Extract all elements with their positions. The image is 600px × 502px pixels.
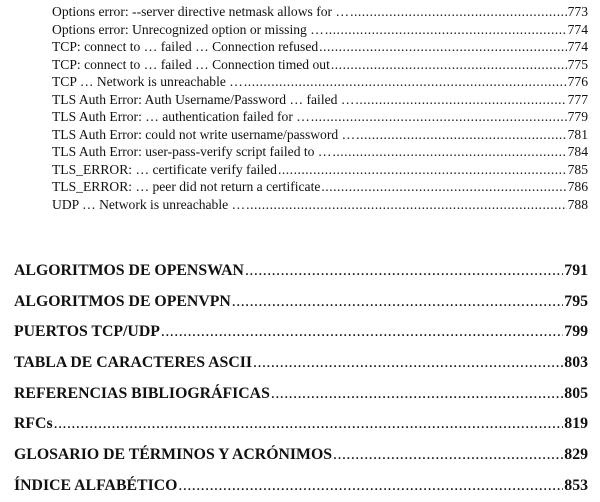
toc-sub-entry[interactable] [52,91,588,109]
dot-leader [321,178,566,196]
dot-leader [232,287,564,318]
dot-leader [245,256,563,287]
toc-chapter-page: 791 [564,262,588,279]
toc-chapter-page: 829 [564,446,588,464]
toc-entry-title: TLS Auth Error: could not write username/password … [52,126,356,142]
dot-leader [253,348,563,379]
toc-entry-page: 788 [567,196,588,212]
toc-chapter-entry[interactable] [14,471,588,502]
toc-chapter-page: 799 [564,323,588,341]
toc-chapter-title: GLOSARIO DE TÉRMINOS Y ACRÓNIMOS [14,446,333,464]
toc-sub-entry[interactable] [52,143,588,161]
toc-chapter-title: RFCs [14,415,53,433]
toc-entry-title: TLS Auth Error: Auth Username/Password … failed … [52,91,355,107]
toc-entry-page: 777 [567,91,588,107]
toc-sub-entry[interactable] [52,196,588,214]
dot-leader [161,317,563,348]
toc-entry-page: 776 [567,74,588,89]
toc-entry-title: TLS_ERROR: … certificate verify failed [52,161,277,177]
toc-sub-entry[interactable] [52,56,588,74]
toc-entry-title: TCP: connect to … failed … Connection timed out [52,56,330,72]
toc-chapter-entry[interactable] [14,287,588,318]
toc-chapter-title: PUERTOS TCP/UDP [14,323,160,341]
toc-sub-entries [52,3,588,213]
dot-leader [311,108,567,126]
toc-sub-entry[interactable] [52,21,588,39]
toc-entry-title: UDP … Network is unreachable … [52,196,246,212]
toc-entry-page: 784 [567,144,588,159]
toc-chapter-entry[interactable] [14,348,588,379]
toc-entry-title: TLS Auth Error: … authentication failed for … [52,109,310,124]
toc-entry-page: 774 [567,39,588,54]
dot-leader [178,471,563,502]
toc-chapter-title: TABLA DE CARACTERES ASCII [14,354,253,372]
toc-chapter-page: 819 [564,415,588,433]
toc-chapter-title: ALGORITMOS DE OPENVPN [14,292,231,310]
dot-leader [350,3,567,21]
toc-entry-title: Options error: Unrecognized option or missing … [52,21,324,37]
dot-leader [54,409,564,440]
toc-entry-title: TLS_ERROR: … peer did not return a certificate [52,179,321,194]
toc-main-entries [14,256,588,502]
toc-sub-entry[interactable] [52,126,588,144]
toc-sub-entry[interactable] [52,108,588,126]
toc-entry-title: TCP: connect to … failed … Connection refused [52,39,319,54]
toc-entry-title: TCP … Network is unreachable … [52,74,243,89]
dot-leader [319,38,566,56]
toc-entry-title: TLS Auth Error: user-pass-verify script failed to … [52,144,332,159]
toc-chapter-page: 803 [564,354,588,372]
toc-entry-page: 774 [567,21,588,37]
toc-chapter-entry[interactable] [14,440,588,471]
toc-entry-title: Options error: --server directive netmask allows for … [52,4,350,19]
dot-leader [333,440,563,471]
toc-chapter-page: 805 [564,384,588,402]
toc-chapter-entry[interactable] [14,379,588,410]
toc-chapter-title: ALGORITMOS DE OPENSWAN [14,262,244,279]
toc-chapter-entry[interactable] [14,409,588,440]
dot-leader [331,56,567,74]
dot-leader [325,21,567,39]
toc-sub-entry[interactable] [52,38,588,56]
toc-entry-page: 781 [567,126,588,142]
toc-sub-entry[interactable] [52,73,588,91]
toc-chapter-page: 853 [564,476,588,494]
toc-entry-page: 775 [567,56,588,72]
toc-chapter-entry[interactable] [14,317,588,348]
dot-leader [278,161,567,179]
dot-leader [355,91,566,109]
dot-leader [244,73,567,91]
toc-entry-page: 773 [567,4,588,19]
toc-sub-entry[interactable] [52,161,588,179]
dot-leader [246,196,566,214]
toc-entry-page: 779 [567,109,588,124]
toc-entry-page: 785 [567,161,588,177]
toc-entry-page: 786 [567,179,588,194]
toc-chapter-title: REFERENCIAS BIBLIOGRÁFICAS [14,384,270,402]
toc-sub-entry[interactable] [52,3,588,21]
dot-leader [356,126,566,144]
dot-leader [332,143,566,161]
toc-chapter-page: 795 [564,292,588,310]
toc-chapter-title: ÍNDICE ALFABÉTICO [14,476,178,494]
toc-sub-entry[interactable] [52,178,588,196]
toc-chapter-entry[interactable] [14,256,588,287]
dot-leader [271,379,563,410]
